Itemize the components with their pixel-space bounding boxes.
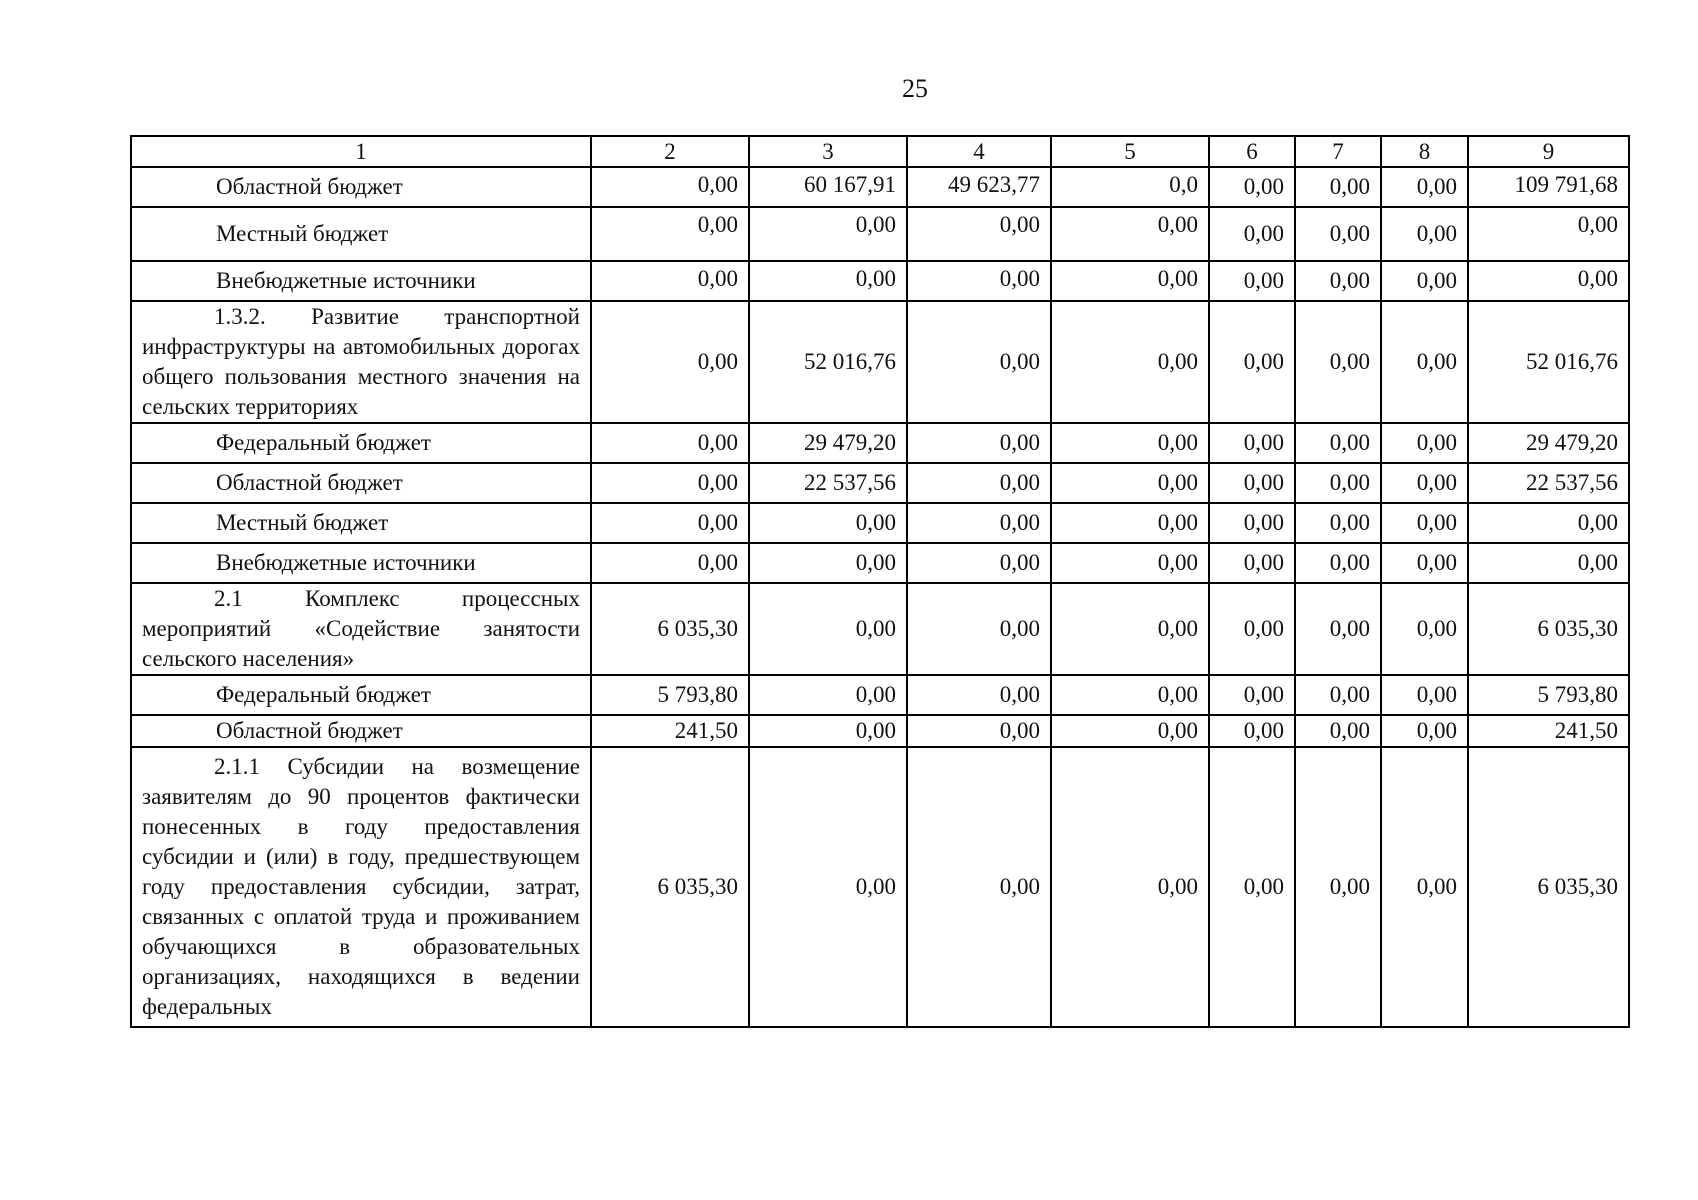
value-cell: 0,00 <box>749 675 907 715</box>
row-label-cell <box>131 503 591 543</box>
table-row <box>131 207 1629 261</box>
value-cell: 0,00 <box>1209 675 1295 715</box>
row-label: Областной бюджет <box>216 718 403 743</box>
row-label-cell <box>131 167 591 207</box>
row-label: 2.1 Комплекс процессных мероприятий «Содействие занятости сельского населения» <box>142 586 580 671</box>
value-cell: 0,00 <box>1051 715 1209 747</box>
value-cell: 0,00 <box>1209 301 1295 423</box>
value-cell: 0,00 <box>591 167 749 207</box>
table-row <box>131 261 1629 301</box>
value-cell: 22 537,56 <box>1468 463 1629 503</box>
value-cell: 0,00 <box>749 747 907 1027</box>
value-cell: 0,00 <box>907 463 1051 503</box>
value-cell: 0,00 <box>907 207 1051 261</box>
value-cell: 22 537,56 <box>749 463 907 503</box>
table-row <box>131 301 1629 423</box>
table-row <box>131 543 1629 583</box>
table-row <box>131 675 1629 715</box>
value-cell: 49 623,77 <box>907 167 1051 207</box>
value-cell: 0,00 <box>591 503 749 543</box>
column-header: 6 <box>1209 136 1295 167</box>
value-cell: 0,00 <box>1295 583 1381 675</box>
row-label: Внебюджетные источники <box>216 268 476 293</box>
value-cell: 0,00 <box>1051 583 1209 675</box>
value-cell: 0,00 <box>1051 675 1209 715</box>
value-cell: 0,00 <box>1381 167 1468 207</box>
value-cell: 5 793,80 <box>591 675 749 715</box>
value-cell: 0,00 <box>1209 167 1295 207</box>
value-cell: 0,00 <box>1209 207 1295 261</box>
row-label: Федеральный бюджет <box>216 682 431 707</box>
column-header: 2 <box>591 136 749 167</box>
value-cell: 0,00 <box>907 503 1051 543</box>
row-label: Федеральный бюджет <box>216 430 431 455</box>
value-cell: 0,00 <box>1381 675 1468 715</box>
row-label-cell <box>131 715 591 747</box>
value-cell: 0,00 <box>1295 747 1381 1027</box>
table-row <box>131 747 1629 1027</box>
value-cell: 0,00 <box>1381 423 1468 463</box>
value-cell: 0,00 <box>1051 261 1209 301</box>
value-cell: 0,00 <box>749 715 907 747</box>
value-cell: 0,00 <box>749 543 907 583</box>
value-cell: 0,00 <box>907 261 1051 301</box>
value-cell: 0,00 <box>1051 543 1209 583</box>
row-label-cell <box>131 301 591 423</box>
value-cell: 0,00 <box>749 261 907 301</box>
column-header: 1 <box>131 136 591 167</box>
column-header: 7 <box>1295 136 1381 167</box>
value-cell: 6 035,30 <box>591 583 749 675</box>
value-cell: 0,00 <box>1051 301 1209 423</box>
row-label: Внебюджетные источники <box>216 550 476 575</box>
table-row <box>131 715 1629 747</box>
value-cell: 0,00 <box>907 715 1051 747</box>
value-cell: 0,00 <box>1381 583 1468 675</box>
value-cell: 0,00 <box>591 463 749 503</box>
value-cell: 0,00 <box>1381 747 1468 1027</box>
value-cell: 0,00 <box>1295 207 1381 261</box>
table-row <box>131 167 1629 207</box>
table-row <box>131 423 1629 463</box>
value-cell: 0,00 <box>591 543 749 583</box>
value-cell: 0,00 <box>749 583 907 675</box>
row-label-cell <box>131 747 591 1027</box>
value-cell: 0,00 <box>1209 261 1295 301</box>
row-label-cell <box>131 207 591 261</box>
value-cell: 0,00 <box>1051 463 1209 503</box>
value-cell: 6 035,30 <box>591 747 749 1027</box>
value-cell: 0,00 <box>1051 747 1209 1027</box>
value-cell: 0,00 <box>1295 675 1381 715</box>
row-label-cell <box>131 543 591 583</box>
column-header: 5 <box>1051 136 1209 167</box>
value-cell: 0,00 <box>1468 503 1629 543</box>
value-cell: 0,00 <box>749 503 907 543</box>
value-cell: 52 016,76 <box>1468 301 1629 423</box>
value-cell: 0,00 <box>1295 301 1381 423</box>
value-cell: 0,00 <box>1381 301 1468 423</box>
value-cell: 0,00 <box>1209 543 1295 583</box>
value-cell: 0,00 <box>1051 207 1209 261</box>
value-cell: 6 035,30 <box>1468 747 1629 1027</box>
value-cell: 0,00 <box>1295 463 1381 503</box>
value-cell: 0,00 <box>591 261 749 301</box>
value-cell: 0,00 <box>907 423 1051 463</box>
table-row <box>131 503 1629 543</box>
value-cell: 0,00 <box>1295 715 1381 747</box>
value-cell: 0,00 <box>907 675 1051 715</box>
value-cell: 0,00 <box>749 207 907 261</box>
value-cell: 0,00 <box>907 543 1051 583</box>
value-cell: 5 793,80 <box>1468 675 1629 715</box>
row-label-cell <box>131 583 591 675</box>
value-cell: 0,00 <box>1051 503 1209 543</box>
value-cell: 60 167,91 <box>749 167 907 207</box>
row-label: Местный бюджет <box>216 221 389 246</box>
row-label-cell <box>131 463 591 503</box>
value-cell: 0,00 <box>1468 543 1629 583</box>
value-cell: 0,00 <box>907 301 1051 423</box>
value-cell: 29 479,20 <box>1468 423 1629 463</box>
column-header: 4 <box>907 136 1051 167</box>
column-header: 3 <box>749 136 907 167</box>
column-header: 8 <box>1381 136 1468 167</box>
value-cell: 0,00 <box>1295 167 1381 207</box>
row-label: Местный бюджет <box>216 510 389 535</box>
value-cell: 0,00 <box>1209 503 1295 543</box>
value-cell: 0,00 <box>1295 543 1381 583</box>
row-label-cell <box>131 675 591 715</box>
page-number: 25 <box>902 74 928 103</box>
value-cell: 0,00 <box>1209 463 1295 503</box>
value-cell: 241,50 <box>1468 715 1629 747</box>
value-cell: 0,00 <box>1381 503 1468 543</box>
value-cell: 29 479,20 <box>749 423 907 463</box>
value-cell: 241,50 <box>591 715 749 747</box>
value-cell: 0,00 <box>1381 207 1468 261</box>
value-cell: 0,00 <box>1381 261 1468 301</box>
table-row <box>131 463 1629 503</box>
row-label: 2.1.1 Субсидии на возмещение заявителям до 90 процентов фактически понесенных в году предоставления субсидии и (или) в году, предшествующем году предоставления субсидии, затрат, связанных с оплатой труда и проживанием обучающихся в образовательных организациях, находящихся в ведении федеральных <box>142 754 580 1019</box>
table-header-row <box>131 136 1629 167</box>
value-cell: 6 035,30 <box>1468 583 1629 675</box>
value-cell: 0,00 <box>1295 503 1381 543</box>
value-cell: 109 791,68 <box>1468 167 1629 207</box>
table-row <box>131 583 1629 675</box>
value-cell: 0,00 <box>1295 423 1381 463</box>
value-cell: 0,00 <box>1209 715 1295 747</box>
value-cell: 0,00 <box>591 301 749 423</box>
row-label: 1.3.2. Развитие транспортной инфраструктуры на автомобильных дорогах общего пользования местного значения на сельских территориях <box>142 304 580 419</box>
value-cell: 52 016,76 <box>749 301 907 423</box>
value-cell: 0,00 <box>1051 423 1209 463</box>
value-cell: 0,00 <box>907 583 1051 675</box>
value-cell: 0,00 <box>1381 543 1468 583</box>
row-label-cell <box>131 261 591 301</box>
column-header: 9 <box>1468 136 1629 167</box>
value-cell: 0,00 <box>907 747 1051 1027</box>
value-cell: 0,00 <box>1468 261 1629 301</box>
row-label: Областной бюджет <box>216 174 403 199</box>
value-cell: 0,00 <box>1209 583 1295 675</box>
value-cell: 0,00 <box>1468 207 1629 261</box>
value-cell: 0,00 <box>591 207 749 261</box>
row-label-cell <box>131 423 591 463</box>
budget-table <box>130 135 1630 1028</box>
table-body <box>131 136 1629 1027</box>
value-cell: 0,00 <box>1381 463 1468 503</box>
value-cell: 0,00 <box>1295 261 1381 301</box>
row-label: Областной бюджет <box>216 470 403 495</box>
value-cell: 0,00 <box>1209 423 1295 463</box>
value-cell: 0,00 <box>591 423 749 463</box>
value-cell: 0,00 <box>1381 715 1468 747</box>
value-cell: 0,0 <box>1051 167 1209 207</box>
value-cell: 0,00 <box>1209 747 1295 1027</box>
